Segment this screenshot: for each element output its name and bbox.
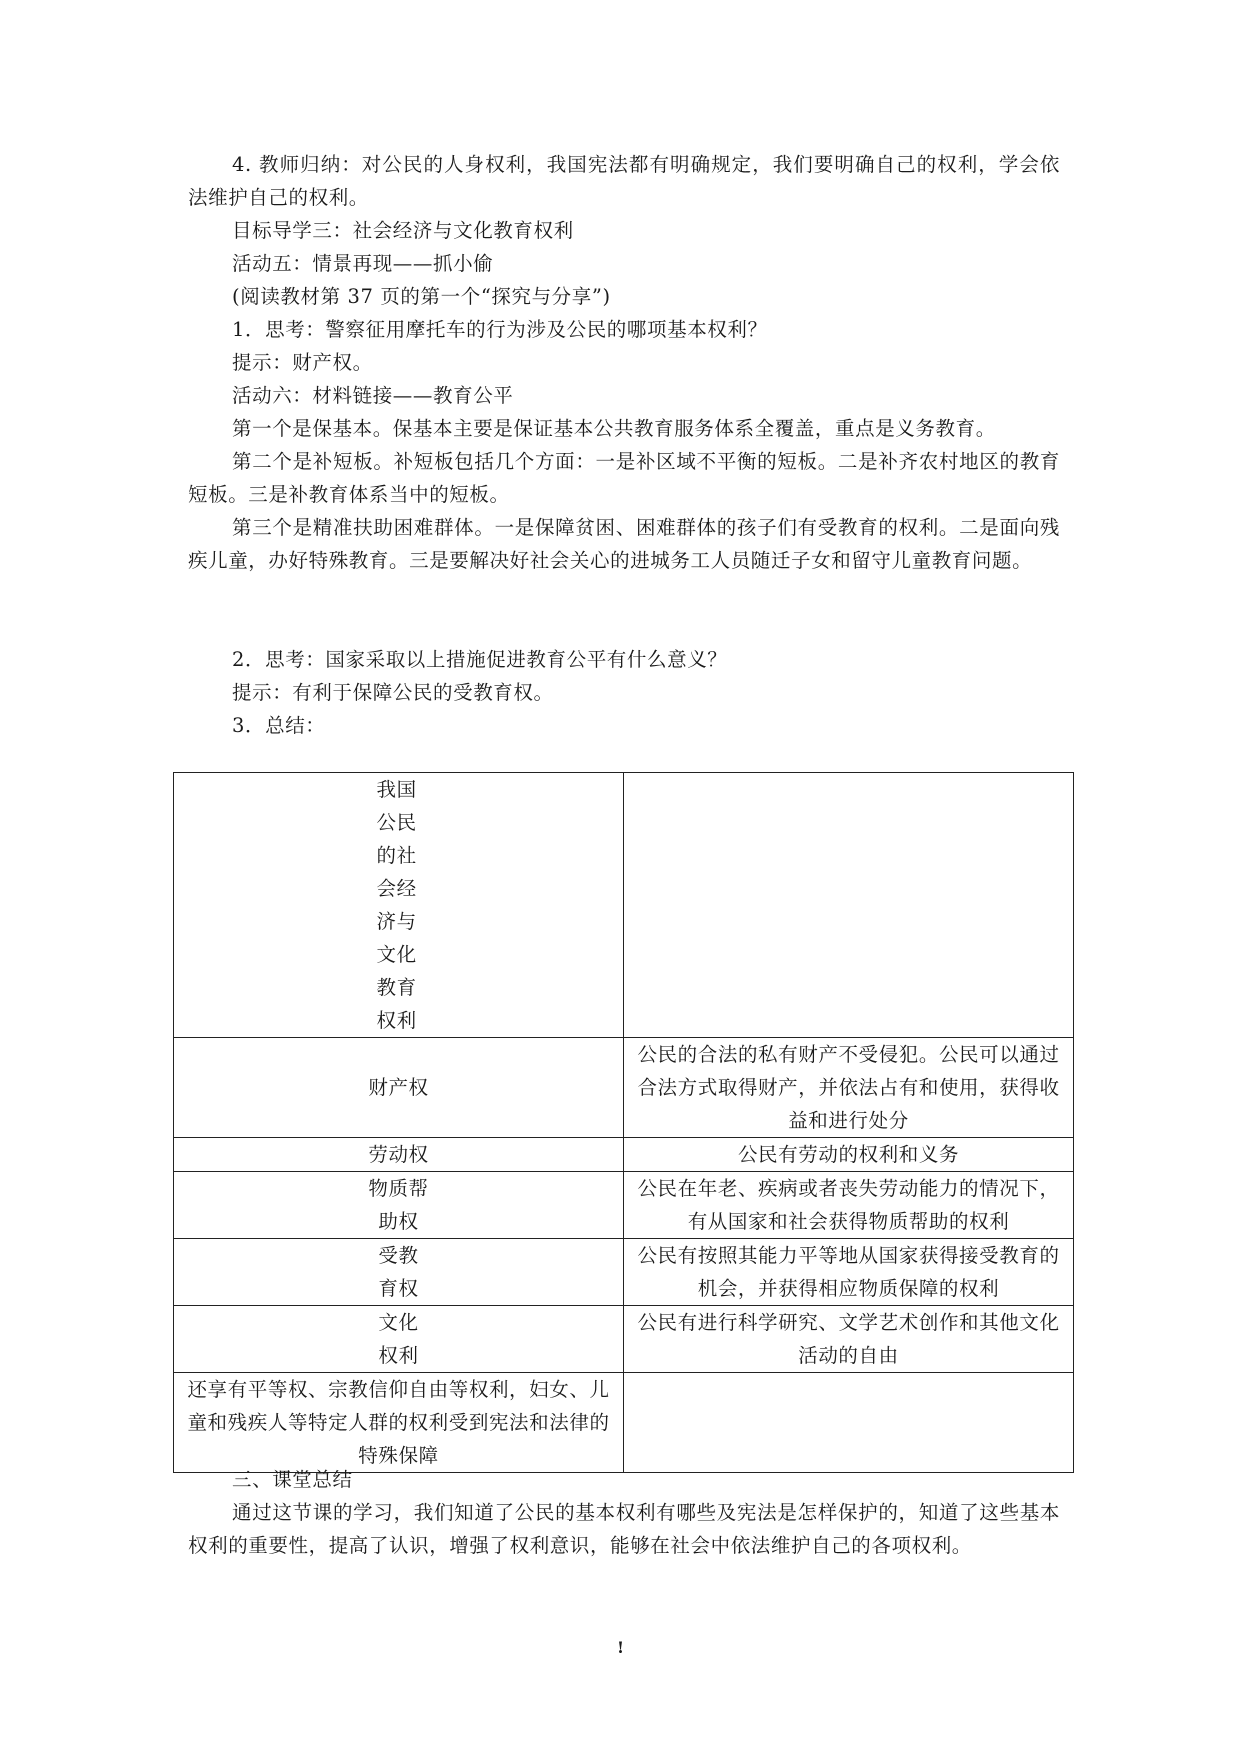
right-name-cell: 劳动权 — [174, 1138, 624, 1172]
empty-cell — [624, 1373, 1074, 1473]
table-header-row — [174, 773, 1074, 1038]
paragraph: 第三个是精准扶助困难群体。一是保障贫困、困难群体的孩子们有受教育的权利。二是面向残疾儿童，办好特殊教育。三是要解决好社会关心的进城务工人员随迁子女和留守儿童教育问题。 — [188, 516, 1060, 572]
right-name-cell: 财产权 — [174, 1038, 624, 1138]
table-row — [174, 1038, 1074, 1138]
header-line: 教育 — [376, 976, 417, 999]
header-line: 公民 — [376, 811, 417, 834]
paragraph: 活动五：情景再现——抓小偷 — [232, 252, 494, 275]
right-description-cell: 公民有进行科学研究、文学艺术创作和其他文化活动的自由 — [624, 1306, 1074, 1373]
right-description-cell: 公民有劳动的权利和义务 — [624, 1138, 1074, 1172]
header-line: 济与 — [376, 910, 417, 933]
paragraph: 3．总结： — [232, 714, 326, 737]
paragraph: 4. 教师归纳：对公民的人身权利，我国宪法都有明确规定，我们要明确自己的权利，学会依法维护自己的权利。 — [188, 153, 1060, 209]
paragraph: 目标导学三：社会经济与文化教育权利 — [232, 219, 574, 242]
paragraph: 1．思考：警察征用摩托车的行为涉及公民的哪项基本权利？ — [232, 318, 768, 341]
table-header-empty-cell — [624, 773, 1074, 1038]
paragraph: 第一个是保基本。保基本主要是保证基本公共教育服务体系全覆盖，重点是义务教育。 — [232, 417, 996, 440]
table-row — [174, 1172, 1074, 1239]
table-row — [174, 1138, 1074, 1172]
right-name-cell: 受教 育权 — [174, 1239, 624, 1306]
header-line: 会经 — [376, 877, 417, 900]
closing-section — [188, 1463, 1060, 1562]
table-row — [174, 1239, 1074, 1306]
header-stack — [377, 773, 421, 1037]
header-line: 文化 — [376, 943, 417, 966]
footer-mark: ! — [616, 1638, 625, 1657]
paragraph: 2．思考：国家采取以上措施促进教育公平有什么意义？ — [232, 648, 728, 671]
section-title: 三、课堂总结 — [232, 1468, 353, 1491]
table-row — [174, 1373, 1074, 1473]
spacer — [188, 577, 1060, 643]
right-description-cell: 公民在年老、疾病或者丧失劳动能力的情况下，有从国家和社会获得物质帮助的权利 — [624, 1172, 1074, 1239]
right-description-cell: 公民的合法的私有财产不受侵犯。公民可以通过合法方式取得财产，并依法占有和使用，获得收益和进行处分 — [624, 1038, 1074, 1138]
table-row — [174, 1306, 1074, 1373]
paragraph: 提示：财产权。 — [232, 351, 373, 374]
paragraph: 活动六：材料链接——教育公平 — [232, 384, 514, 407]
other-rights-cell: 还享有平等权、宗教信仰自由等权利，妇女、儿童和残疾人等特定人群的权利受到宪法和法律的特殊保障 — [174, 1373, 624, 1473]
paragraph: (阅读教材第 37 页的第一个“探究与分享”) — [232, 285, 611, 308]
right-name-cell: 文化 权利 — [174, 1306, 624, 1373]
header-line: 的社 — [376, 844, 417, 867]
header-line: 我国 — [376, 778, 417, 801]
document-body — [188, 148, 1060, 742]
paragraph: 提示：有利于保障公民的受教育权。 — [232, 681, 554, 704]
paragraph: 第二个是补短板。补短板包括几个方面：一是补区域不平衡的短板。二是补齐农村地区的教育短板。三是补教育体系当中的短板。 — [188, 450, 1060, 506]
header-line: 权利 — [376, 1009, 417, 1032]
right-description-cell: 公民有按照其能力平等地从国家获得接受教育的机会，并获得相应物质保障的权利 — [624, 1239, 1074, 1306]
right-name-cell: 物质帮 助权 — [174, 1172, 624, 1239]
summary-table — [173, 772, 1074, 1473]
table-header-cell — [174, 773, 624, 1038]
closing-paragraph: 通过这节课的学习，我们知道了公民的基本权利有哪些及宪法是怎样保护的，知道了这些基本权利的重要性，提高了认识，增强了权利意识，能够在社会中依法维护自己的各项权利。 — [188, 1501, 1060, 1557]
